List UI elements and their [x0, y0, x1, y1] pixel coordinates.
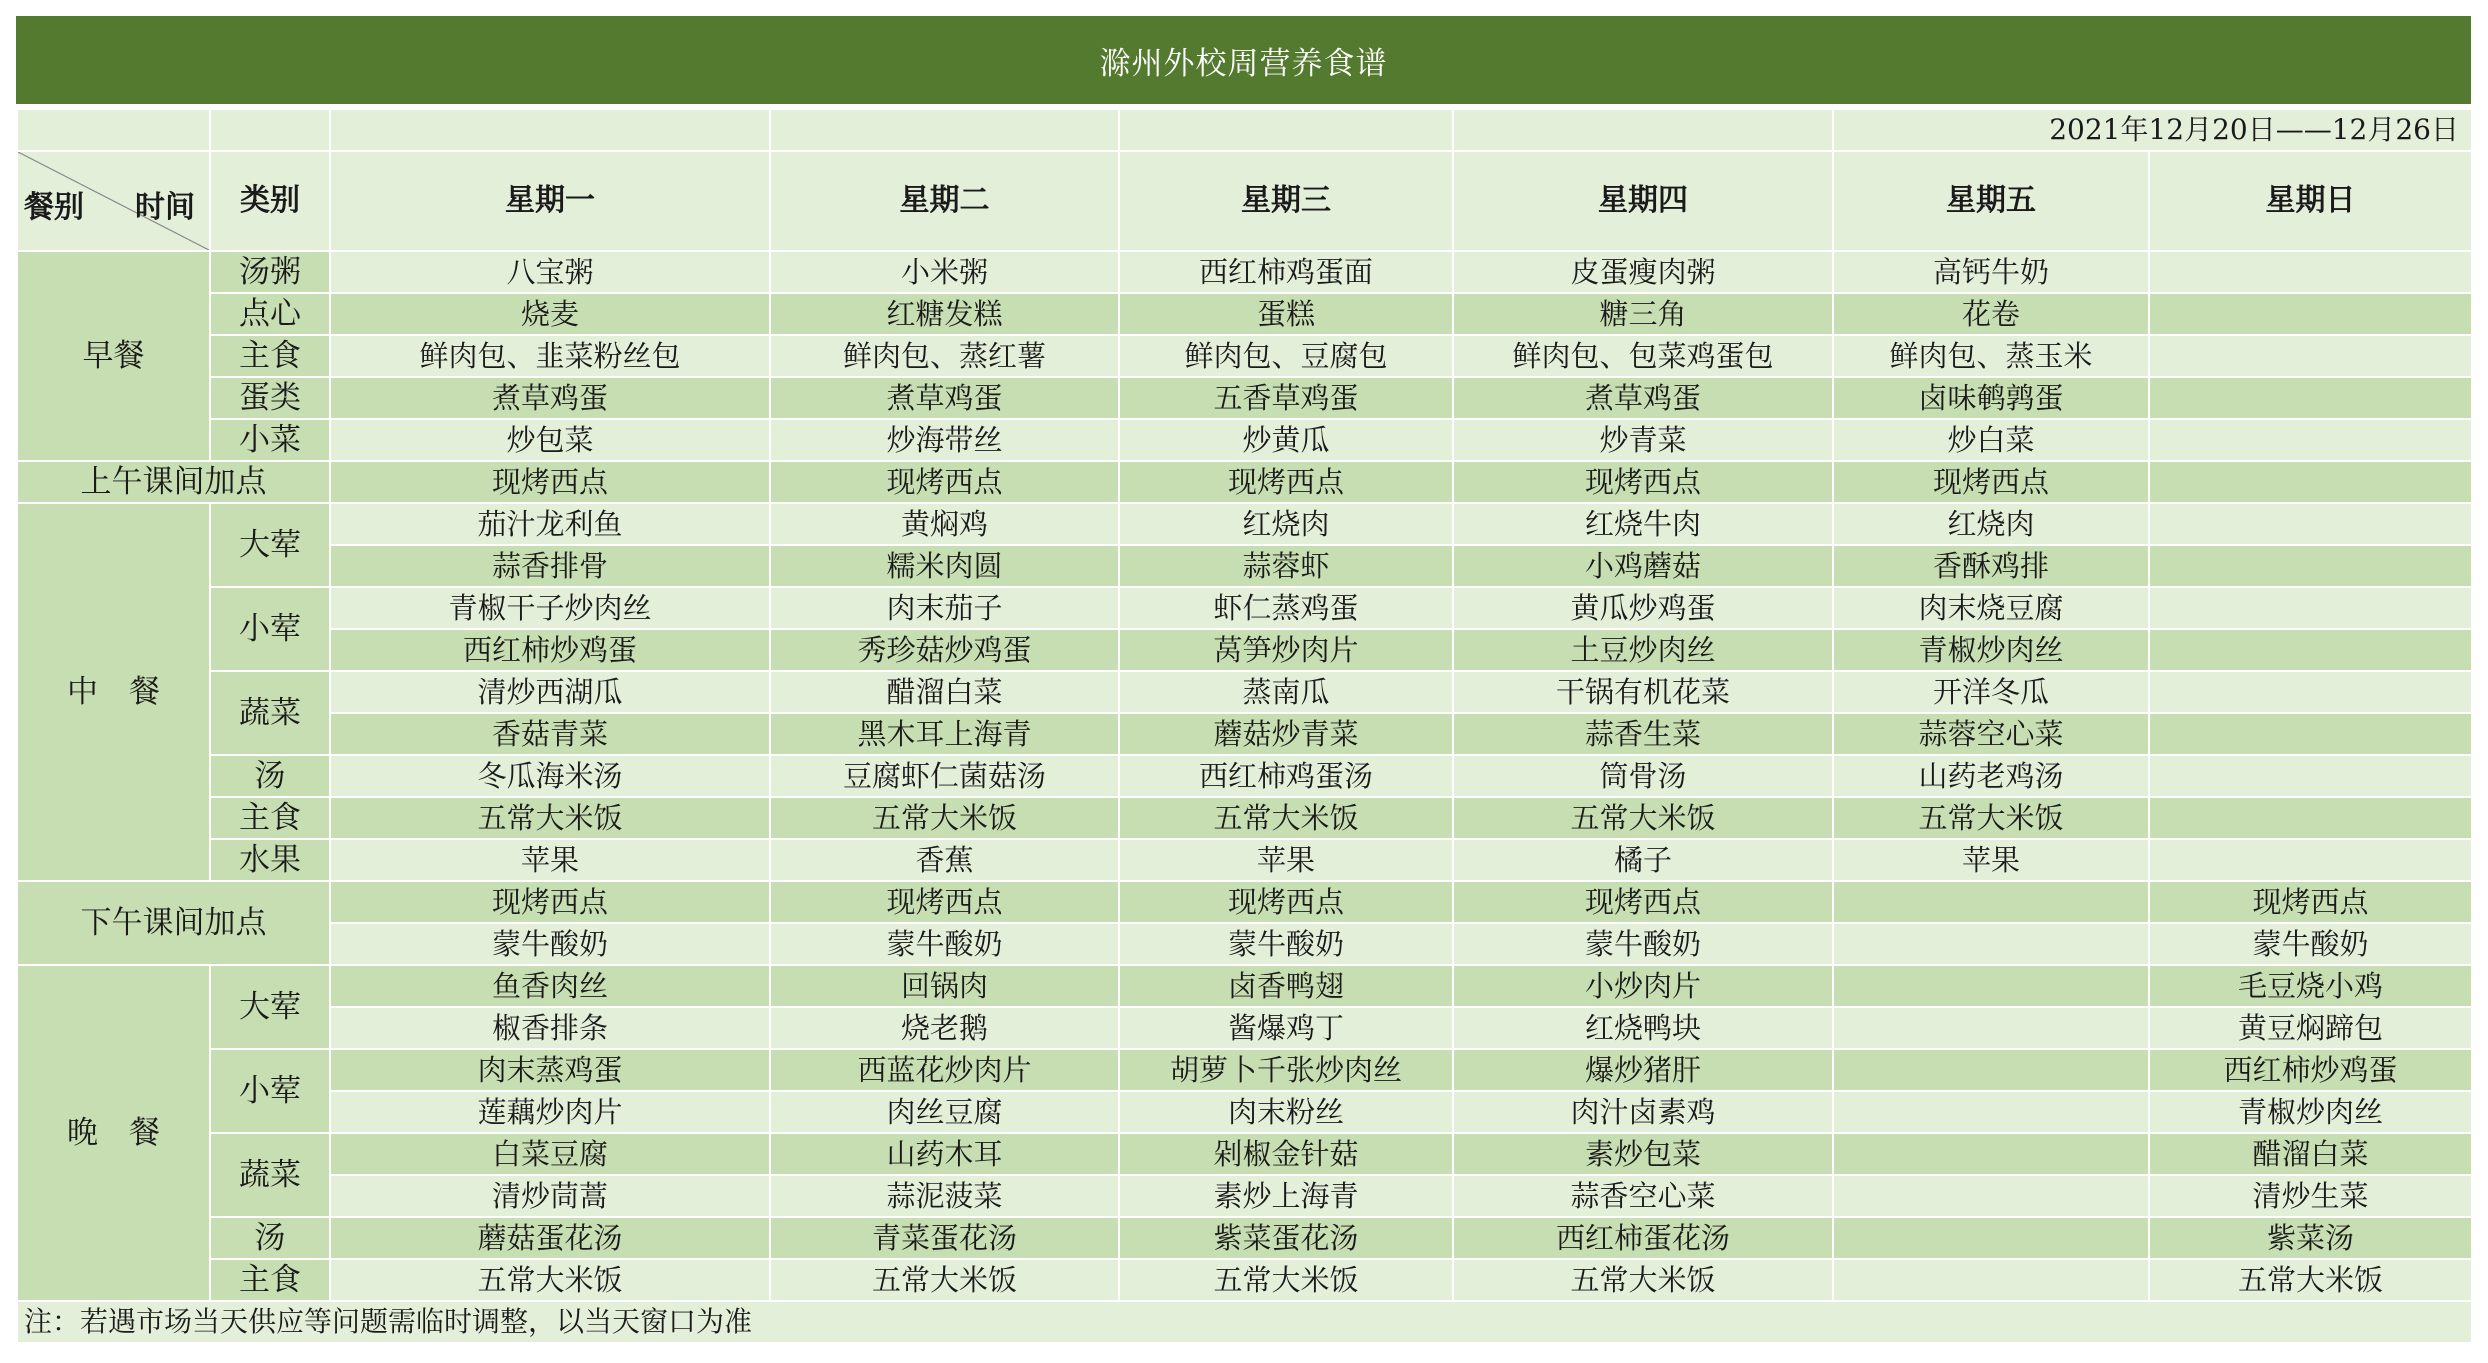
menu-item-cell: 蒙牛酸奶: [330, 923, 770, 965]
menu-item-cell: 糖三角: [1453, 293, 1833, 335]
menu-item-cell: [2149, 671, 2472, 713]
table-row: [17, 965, 2472, 1007]
menu-item-cell: 红烧肉: [1119, 503, 1453, 545]
meal-time-corner-cell: [17, 151, 210, 251]
table-row: [17, 881, 2472, 923]
menu-item-cell: 肉汁卤素鸡: [1453, 1091, 1833, 1133]
menu-item-cell: [2149, 377, 2472, 419]
menu-item-cell: 胡萝卜千张炒肉丝: [1119, 1049, 1453, 1091]
category-header: 类别: [210, 151, 330, 251]
menu-item-cell: [1833, 1049, 2149, 1091]
menu-item-cell: 八宝粥: [330, 251, 770, 293]
table-row: [17, 377, 2472, 419]
menu-item-cell: 蒙牛酸奶: [1453, 923, 1833, 965]
menu-item-cell: 煮草鸡蛋: [1453, 377, 1833, 419]
menu-item-cell: [1833, 881, 2149, 923]
menu-item-cell: 五常大米饭: [330, 1259, 770, 1301]
menu-item-cell: 五常大米饭: [330, 797, 770, 839]
menu-item-cell: 蒸南瓜: [1119, 671, 1453, 713]
menu-item-cell: 蒙牛酸奶: [2149, 923, 2472, 965]
menu-item-cell: 爆炒猪肝: [1453, 1049, 1833, 1091]
category-label: 水果: [210, 839, 330, 881]
header-row: [17, 151, 2472, 251]
menu-item-cell: 鲜肉包、蒸红薯: [770, 335, 1119, 377]
menu-item-cell: 烧老鹅: [770, 1007, 1119, 1049]
category-label: 小荤: [210, 1049, 330, 1133]
menu-item-cell: 开洋冬瓜: [1833, 671, 2149, 713]
menu-item-cell: 红糖发糕: [770, 293, 1119, 335]
meal-label-afternoon-snack: 下午课间加点: [17, 881, 330, 965]
menu-item-cell: 蒜香生菜: [1453, 713, 1833, 755]
table-row: [17, 839, 2472, 881]
menu-table-body: [17, 109, 2472, 1343]
table-row: [17, 797, 2472, 839]
table-row: [17, 1091, 2472, 1133]
category-label: 小菜: [210, 419, 330, 461]
menu-item-cell: 烧麦: [330, 293, 770, 335]
menu-item-cell: 醋溜白菜: [2149, 1133, 2472, 1175]
menu-item-cell: 蒜蓉虾: [1119, 545, 1453, 587]
menu-item-cell: [2149, 335, 2472, 377]
menu-item-cell: 现烤西点: [770, 461, 1119, 503]
day-header: 星期五: [1833, 151, 2149, 251]
category-label: 蔬菜: [210, 671, 330, 755]
menu-item-cell: 素炒上海青: [1119, 1175, 1453, 1217]
menu-item-cell: 现烤西点: [1119, 881, 1453, 923]
menu-item-cell: 素炒包菜: [1453, 1133, 1833, 1175]
day-header: 星期日: [2149, 151, 2472, 251]
menu-item-cell: 鲜肉包、韭菜粉丝包: [330, 335, 770, 377]
day-header: 星期二: [770, 151, 1119, 251]
menu-item-cell: 现烤西点: [1833, 461, 2149, 503]
footnote: 注：若遇市场当天供应等问题需临时调整，以当天窗口为准: [17, 1301, 2472, 1343]
menu-item-cell: 紫菜汤: [2149, 1217, 2472, 1259]
table-row: [17, 629, 2472, 671]
table-row: [17, 503, 2472, 545]
menu-item-cell: 清炒西湖瓜: [330, 671, 770, 713]
menu-item-cell: 鲜肉包、包菜鸡蛋包: [1453, 335, 1833, 377]
menu-item-cell: [2149, 251, 2472, 293]
meal-label-breakfast: 早餐: [17, 251, 210, 461]
menu-item-cell: 炒青菜: [1453, 419, 1833, 461]
menu-item-cell: 青椒炒肉丝: [1833, 629, 2149, 671]
menu-item-cell: 橘子: [1453, 839, 1833, 881]
menu-item-cell: [1833, 1259, 2149, 1301]
menu-item-cell: 肉末蒸鸡蛋: [330, 1049, 770, 1091]
menu-item-cell: 小米粥: [770, 251, 1119, 293]
menu-item-cell: 肉末粉丝: [1119, 1091, 1453, 1133]
menu-item-cell: [2149, 755, 2472, 797]
menu-item-cell: 西蓝花炒肉片: [770, 1049, 1119, 1091]
table-row: [17, 671, 2472, 713]
category-label: 蛋类: [210, 377, 330, 419]
table-row: [17, 335, 2472, 377]
category-label: 蔬菜: [210, 1133, 330, 1217]
menu-item-cell: [1833, 965, 2149, 1007]
menu-item-cell: [1833, 1133, 2149, 1175]
menu-item-cell: [2149, 461, 2472, 503]
table-row: [17, 1217, 2472, 1259]
menu-item-cell: 现烤西点: [1453, 461, 1833, 503]
menu-item-cell: 红烧肉: [1833, 503, 2149, 545]
category-label: 主食: [210, 1259, 330, 1301]
menu-item-cell: 现烤西点: [330, 881, 770, 923]
menu-item-cell: 筒骨汤: [1453, 755, 1833, 797]
menu-item-cell: 卤香鸭翅: [1119, 965, 1453, 1007]
menu-item-cell: 五常大米饭: [770, 1259, 1119, 1301]
menu-item-cell: 现烤西点: [770, 881, 1119, 923]
menu-item-cell: 青椒炒肉丝: [2149, 1091, 2472, 1133]
menu-item-cell: 莲藕炒肉片: [330, 1091, 770, 1133]
menu-item-cell: [2149, 503, 2472, 545]
menu-item-cell: [2149, 797, 2472, 839]
menu-item-cell: [2149, 419, 2472, 461]
category-label: 主食: [210, 797, 330, 839]
menu-item-cell: 糯米肉圆: [770, 545, 1119, 587]
menu-item-cell: 鱼香肉丝: [330, 965, 770, 1007]
menu-item-cell: 现烤西点: [2149, 881, 2472, 923]
menu-item-cell: 豆腐虾仁菌菇汤: [770, 755, 1119, 797]
menu-item-cell: 醋溜白菜: [770, 671, 1119, 713]
menu-item-cell: [1833, 1007, 2149, 1049]
menu-item-cell: 剁椒金针菇: [1119, 1133, 1453, 1175]
menu-item-cell: [2149, 839, 2472, 881]
menu-item-cell: 现烤西点: [330, 461, 770, 503]
menu-item-cell: 蘑菇炒青菜: [1119, 713, 1453, 755]
menu-item-cell: [2149, 293, 2472, 335]
menu-item-cell: 山药老鸡汤: [1833, 755, 2149, 797]
date-range: 2021年12月20日——12月26日: [1833, 109, 2472, 151]
menu-item-cell: [1833, 1175, 2149, 1217]
menu-item-cell: [1833, 923, 2149, 965]
menu-item-cell: 蒜香排骨: [330, 545, 770, 587]
menu-item-cell: 高钙牛奶: [1833, 251, 2149, 293]
menu-table: [16, 108, 2473, 1344]
menu-item-cell: 西红柿蛋花汤: [1453, 1217, 1833, 1259]
menu-item-cell: 炒包菜: [330, 419, 770, 461]
menu-item-cell: 山药木耳: [770, 1133, 1119, 1175]
menu-item-cell: 清炒生菜: [2149, 1175, 2472, 1217]
category-label: 汤粥: [210, 251, 330, 293]
menu-item-cell: 炒黄瓜: [1119, 419, 1453, 461]
menu-item-cell: 香菇青菜: [330, 713, 770, 755]
meal-header-label: 餐别: [24, 190, 84, 225]
category-label: 点心: [210, 293, 330, 335]
menu-item-cell: 现烤西点: [1453, 881, 1833, 923]
menu-item-cell: 蒜香空心菜: [1453, 1175, 1833, 1217]
table-row: [17, 293, 2472, 335]
time-header-label: 时间: [135, 190, 195, 225]
menu-item-cell: 五常大米饭: [1453, 1259, 1833, 1301]
table-row: [17, 587, 2472, 629]
menu-item-cell: 皮蛋瘦肉粥: [1453, 251, 1833, 293]
menu-item-cell: [1833, 1091, 2149, 1133]
menu-item-cell: 五香草鸡蛋: [1119, 377, 1453, 419]
menu-item-cell: 鲜肉包、蒸玉米: [1833, 335, 2149, 377]
menu-item-cell: 白菜豆腐: [330, 1133, 770, 1175]
table-row: [17, 419, 2472, 461]
menu-item-cell: 蒜蓉空心菜: [1833, 713, 2149, 755]
menu-item-cell: [2149, 713, 2472, 755]
menu-item-cell: 回锅肉: [770, 965, 1119, 1007]
menu-item-cell: 红烧牛肉: [1453, 503, 1833, 545]
menu-item-cell: 肉丝豆腐: [770, 1091, 1119, 1133]
menu-item-cell: 西红柿鸡蛋汤: [1119, 755, 1453, 797]
menu-item-cell: 椒香排条: [330, 1007, 770, 1049]
menu-item-cell: 蒙牛酸奶: [770, 923, 1119, 965]
menu-item-cell: 虾仁蒸鸡蛋: [1119, 587, 1453, 629]
menu-item-cell: 五常大米饭: [1119, 797, 1453, 839]
menu-item-cell: 紫菜蛋花汤: [1119, 1217, 1453, 1259]
menu-item-cell: 蛋糕: [1119, 293, 1453, 335]
table-row: [17, 1259, 2472, 1301]
menu-item-cell: 黄焖鸡: [770, 503, 1119, 545]
menu-item-cell: 干锅有机花菜: [1453, 671, 1833, 713]
note-row: [17, 1301, 2472, 1343]
menu-item-cell: 青椒干子炒肉丝: [330, 587, 770, 629]
menu-item-cell: 苹果: [1833, 839, 2149, 881]
table-row: [17, 1007, 2472, 1049]
menu-item-cell: [2149, 587, 2472, 629]
category-label: 大荤: [210, 503, 330, 587]
menu-item-cell: 黑木耳上海青: [770, 713, 1119, 755]
menu-item-cell: 冬瓜海米汤: [330, 755, 770, 797]
date-row: [17, 109, 2472, 151]
menu-sheet: [16, 16, 2471, 1344]
meal-label-morning-snack: 上午课间加点: [17, 461, 330, 503]
category-label: 小荤: [210, 587, 330, 671]
category-label: 大荤: [210, 965, 330, 1049]
menu-item-cell: 卤味鹌鹑蛋: [1833, 377, 2149, 419]
menu-item-cell: 红烧鸭块: [1453, 1007, 1833, 1049]
table-row: [17, 1133, 2472, 1175]
meal-label-lunch: 中 餐: [17, 503, 210, 881]
menu-item-cell: 青菜蛋花汤: [770, 1217, 1119, 1259]
day-header: 星期四: [1453, 151, 1833, 251]
menu-item-cell: 香酥鸡排: [1833, 545, 2149, 587]
menu-item-cell: 黄豆焖蹄包: [2149, 1007, 2472, 1049]
day-header: 星期一: [330, 151, 770, 251]
menu-item-cell: 土豆炒肉丝: [1453, 629, 1833, 671]
menu-item-cell: 五常大米饭: [2149, 1259, 2472, 1301]
table-row: [17, 461, 2472, 503]
menu-item-cell: 酱爆鸡丁: [1119, 1007, 1453, 1049]
table-row: [17, 251, 2472, 293]
menu-item-cell: 西红柿炒鸡蛋: [330, 629, 770, 671]
category-label: 汤: [210, 1217, 330, 1259]
table-row: [17, 713, 2472, 755]
menu-item-cell: 五常大米饭: [1453, 797, 1833, 839]
menu-item-cell: 苹果: [1119, 839, 1453, 881]
menu-item-cell: [2149, 545, 2472, 587]
menu-item-cell: [1833, 1217, 2149, 1259]
table-row: [17, 545, 2472, 587]
table-row: [17, 1175, 2472, 1217]
menu-item-cell: 蘑菇蛋花汤: [330, 1217, 770, 1259]
table-row: [17, 755, 2472, 797]
table-row: [17, 1049, 2472, 1091]
category-label: 汤: [210, 755, 330, 797]
menu-item-cell: 煮草鸡蛋: [330, 377, 770, 419]
menu-item-cell: 五常大米饭: [770, 797, 1119, 839]
menu-item-cell: 鲜肉包、豆腐包: [1119, 335, 1453, 377]
menu-item-cell: 煮草鸡蛋: [770, 377, 1119, 419]
menu-item-cell: 香蕉: [770, 839, 1119, 881]
menu-item-cell: [2149, 629, 2472, 671]
menu-item-cell: 莴笋炒肉片: [1119, 629, 1453, 671]
menu-item-cell: 肉末烧豆腐: [1833, 587, 2149, 629]
category-label: 主食: [210, 335, 330, 377]
menu-item-cell: 蒜泥菠菜: [770, 1175, 1119, 1217]
page-title: 滁州外校周营养食谱: [16, 16, 2471, 108]
menu-item-cell: 黄瓜炒鸡蛋: [1453, 587, 1833, 629]
menu-item-cell: 秀珍菇炒鸡蛋: [770, 629, 1119, 671]
menu-item-cell: 苹果: [330, 839, 770, 881]
menu-item-cell: 炒白菜: [1833, 419, 2149, 461]
menu-item-cell: 毛豆烧小鸡: [2149, 965, 2472, 1007]
menu-item-cell: 小炒肉片: [1453, 965, 1833, 1007]
menu-item-cell: 五常大米饭: [1833, 797, 2149, 839]
menu-item-cell: 小鸡蘑菇: [1453, 545, 1833, 587]
meal-label-dinner: 晚 餐: [17, 965, 210, 1301]
day-header: 星期三: [1119, 151, 1453, 251]
menu-item-cell: 现烤西点: [1119, 461, 1453, 503]
menu-item-cell: 西红柿鸡蛋面: [1119, 251, 1453, 293]
menu-item-cell: 肉末茄子: [770, 587, 1119, 629]
menu-item-cell: 炒海带丝: [770, 419, 1119, 461]
menu-item-cell: 清炒茼蒿: [330, 1175, 770, 1217]
menu-item-cell: 蒙牛酸奶: [1119, 923, 1453, 965]
menu-item-cell: 花卷: [1833, 293, 2149, 335]
menu-item-cell: 西红柿炒鸡蛋: [2149, 1049, 2472, 1091]
menu-item-cell: 茄汁龙利鱼: [330, 503, 770, 545]
menu-item-cell: 五常大米饭: [1119, 1259, 1453, 1301]
table-row: [17, 923, 2472, 965]
